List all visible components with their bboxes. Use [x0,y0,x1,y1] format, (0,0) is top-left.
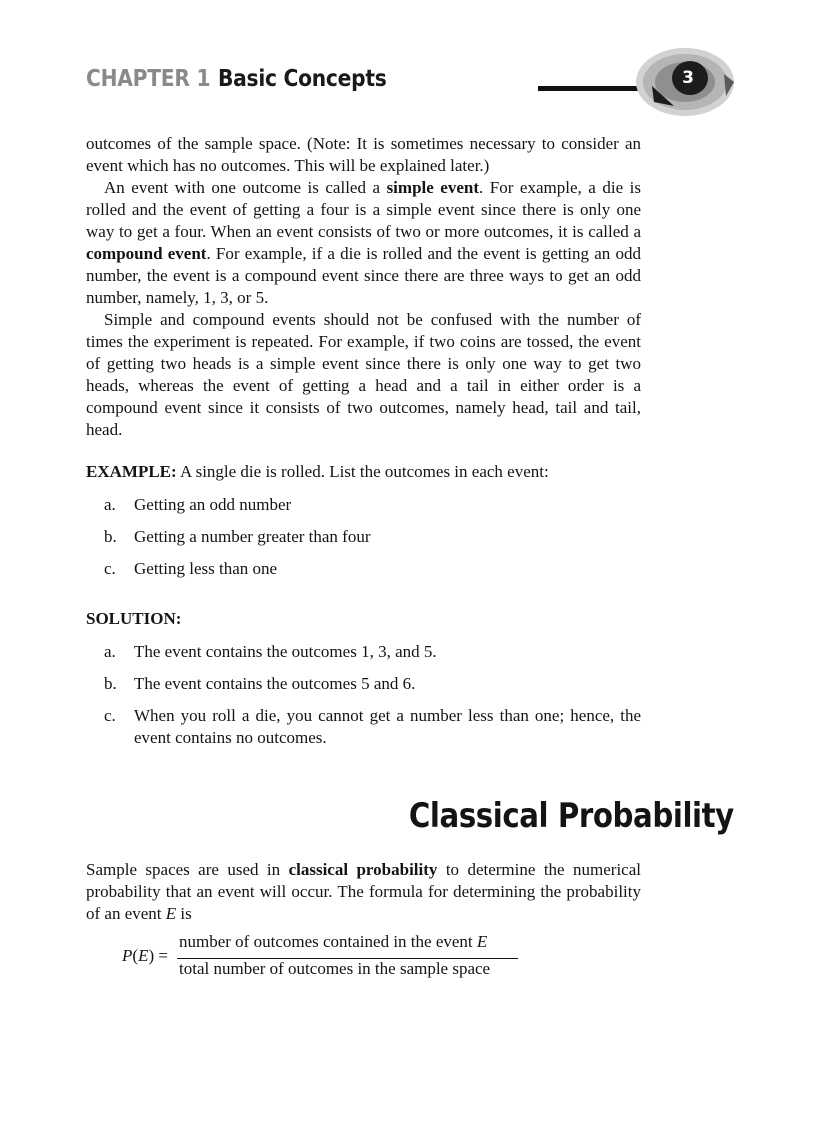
probability-formula [122,932,542,984]
list-item [104,705,641,749]
example-text: A single die is rolled. List the outcomes in each event: [176,462,549,481]
paragraph-1: outcomes of the sample space. (Note: It is sometimes necessary to consider an event which has no outcomes. This will be explained later.) [86,134,641,175]
formula-close-equals: ) = [148,946,168,965]
list-marker: a. [104,642,116,661]
formula-p: P [122,946,133,965]
intro-variable: E [165,904,177,923]
list-item [104,494,644,516]
example-label: EXAMPLE: [86,462,177,481]
formula-lhs-variable: E [138,946,149,965]
list-item-text: Getting less than one [134,559,278,578]
list-item [104,526,644,548]
formula-numerator [179,932,487,952]
term-compound-event: compound event [86,244,207,263]
formula-open-paren: ( [132,946,139,965]
paragraph-2-part-a: An event with one outcome is called a [104,178,387,197]
section-heading: Classical Probability [409,796,734,836]
list-item [104,558,644,580]
intro-part-a: Sample spaces are used in [86,860,289,879]
example-heading [86,461,641,483]
list-item-text: Getting an odd number [134,495,292,514]
solution-label: SOLUTION: [86,609,182,628]
section-intro [86,859,641,925]
numerator-variable: E [476,932,488,951]
section-intro-paragraph [86,859,641,925]
chapter-label: CHAPTER 1 [86,66,211,92]
list-item-text: Getting a number greater than four [134,527,371,546]
paragraph-2-part-c: . For example, a die is rolled and the event of getting a four is a simple event since there is only one way to get a four. When an event consists of two or more outcomes, it is called a [86,178,641,241]
list-marker: a. [104,495,116,514]
example-list [104,526,644,548]
intro-part-c: to determine the numerical probability that an event will occur. The formula for determining the probability of an event [86,860,641,923]
list-item-text: The event contains the outcomes 1, 3, and 5. [134,642,437,661]
solution-list [104,673,644,695]
numerator-text: number of outcomes contained in the event [179,932,477,951]
list-marker: c. [104,706,116,725]
list-item-text: When you roll a die, you cannot get a number less than one; hence, the event contains no outcomes. [134,706,641,747]
paragraph-2-part-e: . For example, if a die is rolled and the event is getting an odd number, the event is a compound event since there are three ways to get an odd number, namely, 1, 3, or 5. [86,244,641,307]
list-marker: b. [104,674,117,693]
running-header [86,62,736,122]
paragraph-2 [86,177,641,309]
list-item [104,641,644,663]
formula-denominator: total number of outcomes in the sample space [179,959,491,978]
term-simple-event: simple event [386,178,480,197]
formula-lhs [122,946,168,966]
chapter-title: Basic Concepts [218,66,387,92]
paragraph-3: Simple and compound events should not be confused with the number of times the experiment is repeated. For example, if two coins are tossed, the event of getting two heads is a simple event since there is only one way to get two heads, whereas the event of getting a head and a tail in either order is a compound event since it consists of two outcomes, namely head, tail and tail, head. [86,310,641,439]
example-list [104,558,644,580]
body-text [86,133,641,441]
page-number: 3 [682,68,694,88]
intro-part-d: is [176,904,192,923]
solution-list [104,641,644,663]
list-item-text: The event contains the outcomes 5 and 6. [134,674,416,693]
list-marker: b. [104,527,117,546]
list-item [104,673,644,695]
solution-list [104,705,641,749]
example-list [104,494,644,516]
term-classical-probability: classical probability [288,860,438,879]
list-marker: c. [104,559,116,578]
